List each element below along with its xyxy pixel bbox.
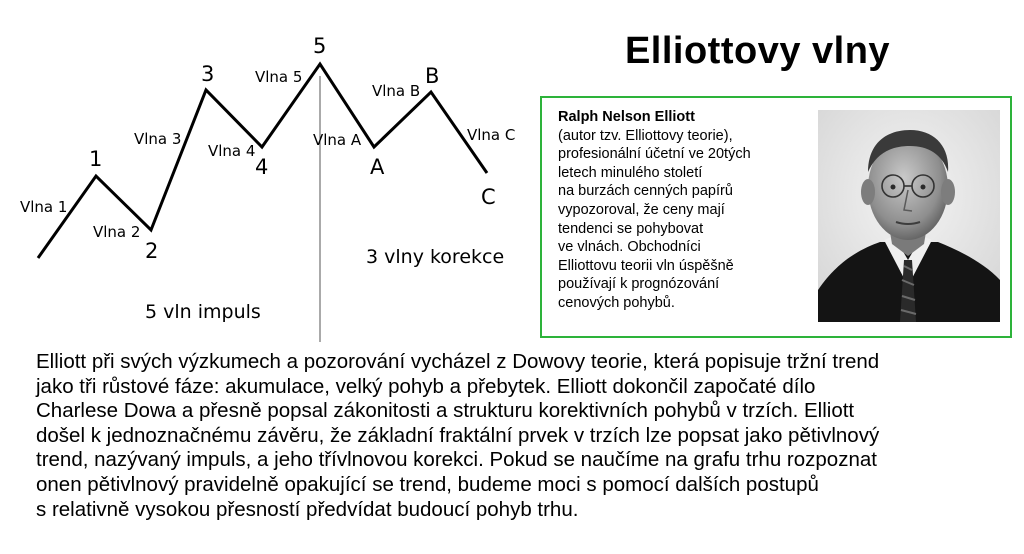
point-3: 3 [201,62,215,86]
paragraph-line: Elliott při svých výzkumech a pozorování vycházel z Dowovy teorie, která popisuje tržní trend [36,350,880,373]
point-4: 4 [255,155,269,179]
paragraph-line: onen pětivlnový pravidelně opakující se trend, budeme moci s pomocí dalších postupů [36,472,819,496]
wave-label-2: Vlna 2 [93,223,141,241]
bio-line: ve vlnách. Obchodníci [558,239,701,256]
paragraph-line: trend, nazývaný impuls, a jeho třívlnovou korekci. Pokud se naučíme na grafu trhu rozpoznat [36,448,877,472]
bio-line: profesionální účetní ve 20tých [558,146,751,163]
bio-line: na burzách cenných papírů [558,183,733,200]
bio-line: tendenci se pohybovat [558,220,704,237]
paragraph-line: s relativně vysokou přesností předvídat budoucí pohyb trhu. [36,497,579,521]
point-1: 1 [89,147,103,171]
wave-label-c: Vlna C [467,126,516,144]
wave-label-1: Vlna 1 [20,198,68,216]
bio-name: Ralph Nelson Elliott [558,109,695,125]
page-title: Elliottovy vlny [624,30,891,72]
point-2: 2 [145,239,159,263]
bio-line: letech minulého století [558,164,703,181]
wave-label-a: Vlna A [313,131,362,149]
bio-line: vypozoroval, že ceny mají [558,201,725,218]
impulse-caption: 5 vln impuls [145,301,261,323]
paragraph-line: došel k jednoznačnému závěru, že základní fraktální prvek v trzích lze popsat jako pětivlnový [36,423,880,447]
bio-line: (autor tzv. Elliottovy teorie), [558,127,733,144]
point-a: A [370,155,385,179]
wave-label-3: Vlna 3 [134,130,182,148]
main-paragraph [36,350,1024,522]
point-b: B [425,64,440,88]
bio-line: používají k prognózování [558,276,720,293]
portrait-photo [818,110,1000,322]
point-5: 5 [313,34,327,58]
biography-box [540,96,1012,338]
point-c: C [481,185,496,209]
bio-line: cenových pohybů. [558,294,675,311]
paragraph-line: Charlese Dowa a přesně popsal zákonitosti a strukturu korektivních pohybů v trzích. Elliott [36,399,855,423]
paragraph-line: jako tři růstové fáze: akumulace, velký pohyb a přebytek. Elliott dokončil započaté dílo [36,374,816,398]
correction-caption: 3 vlny korekce [366,246,505,268]
wave-label-4: Vlna 4 [208,142,256,160]
biography-text [558,108,806,313]
wave-label-5: Vlna 5 [255,68,303,86]
wave-label-b: Vlna B [372,82,421,100]
bio-line: Elliottovu teorii vln úspěšně [558,257,734,274]
elliott-wave-diagram [0,0,540,345]
